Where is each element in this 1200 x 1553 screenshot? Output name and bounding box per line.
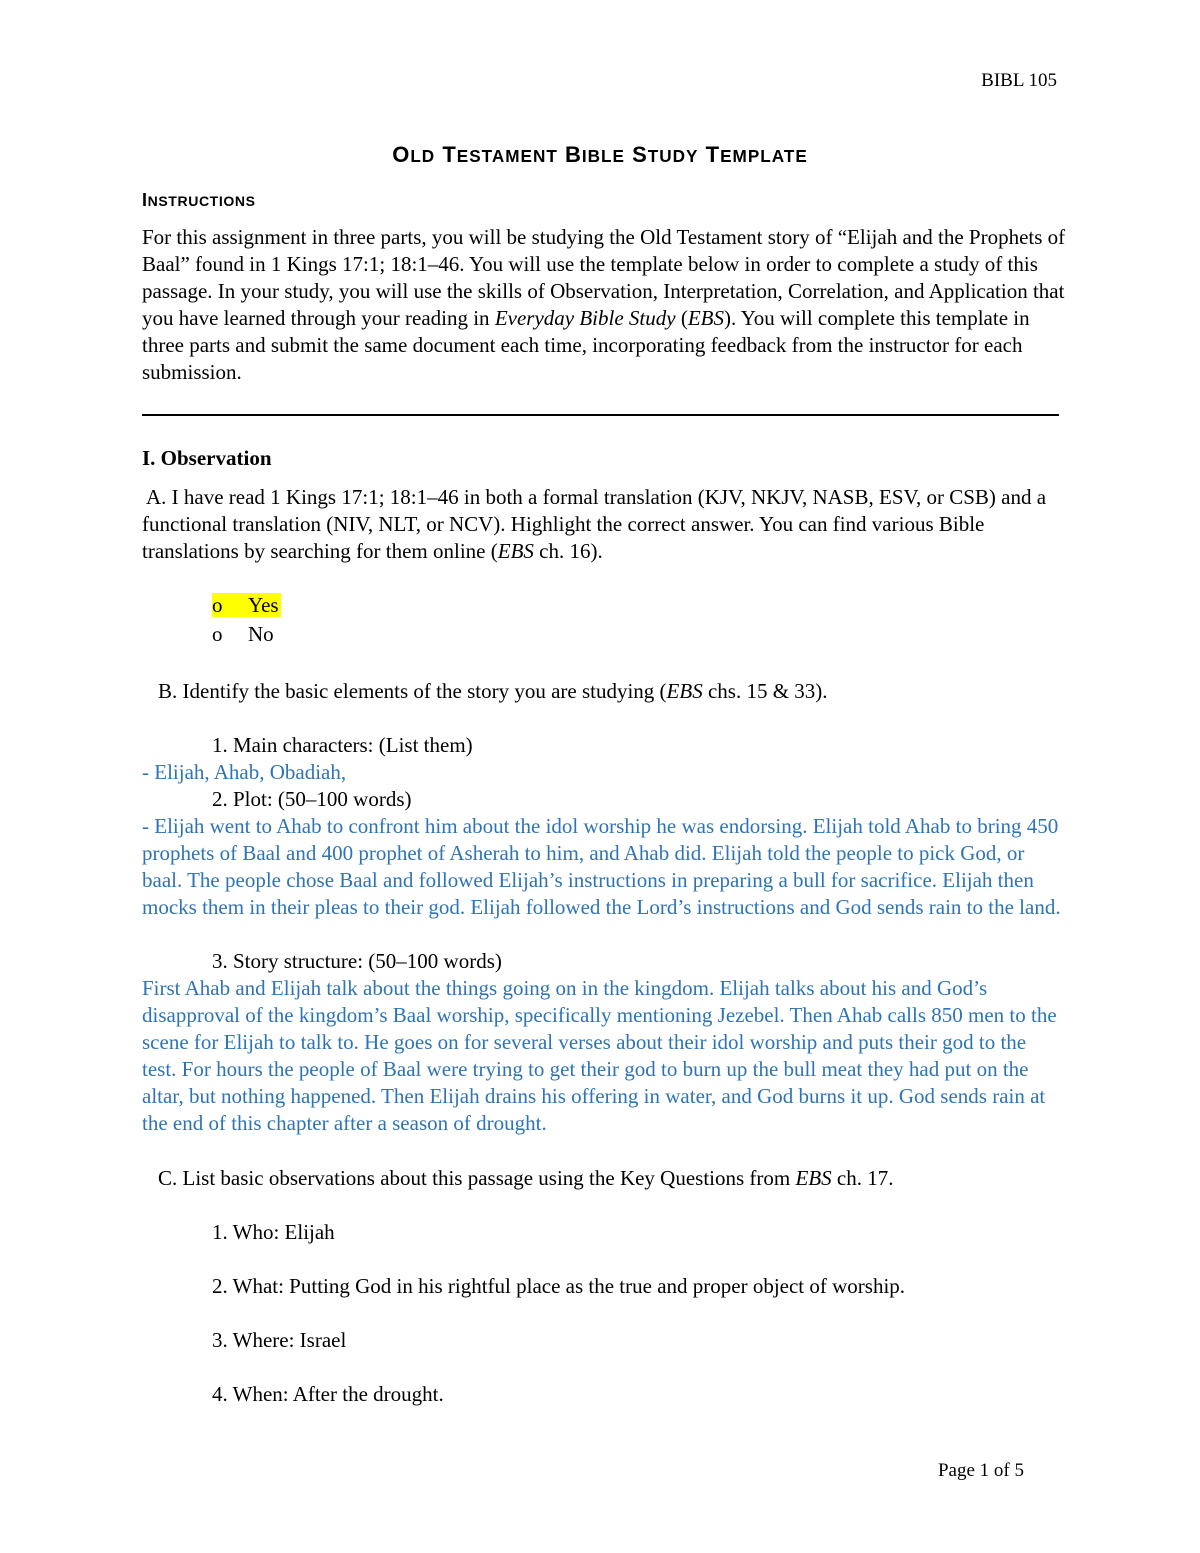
answer-b2: - Elijah went to Ahab to confront him about the idol worship he was endorsing. Elijah told Ahab to bring 450 prophets of Baal and 400 prophet of Asherah to him, and Ahab did. Elijah told the people to pick God, or baal. The people chose Baal and followed Elijah’s instructions in preparing a bull for sacrifice. Elijah then mocks them in their pleas to their god. Elijah followed the Lord’s instructions and God sends rain to the land. [142, 814, 1061, 919]
bullet-icon: o [212, 622, 223, 646]
observation-where: 3. Where: Israel [212, 1328, 347, 1352]
observation-heading: I. Observation [142, 446, 272, 470]
page-number: Page 1 of 5 [937, 1460, 1024, 1481]
question-b1: 1. Main characters: (List them) [212, 733, 473, 757]
instructions-heading: INSTRUCTIONS [142, 190, 256, 210]
question-b2: 2. Plot: (50–100 words) [212, 787, 412, 811]
answer-b3: First Ahab and Elijah talk about the things going on in the kingdom. Elijah talks about his and God’s disapproval of the kingdom’s Baal worship, specifically mentioning Jezebel. Then Ahab calls 850 men to the scene for Elijah to talk to. He goes on for several verses about their idol worship and puts their god to the test. For hours the people of Baal were trying to get their god to burn up the bull meat they had put on the altar, but nothing happened. Then Elijah drains his offering in water, and God burns it up. God sends rain at the end of this chapter after a season of drought. [142, 976, 1057, 1135]
question-b: B. Identify the basic elements of the story you are studying (EBS chs. 15 & 33). [158, 679, 828, 703]
observation-who: 1. Who: Elijah [212, 1220, 335, 1244]
observation-when: 4. When: After the drought. [212, 1382, 444, 1406]
page-title: OLD TESTAMENT BIBLE STUDY TEMPLATE [392, 142, 808, 167]
bullet-icon: o [212, 593, 223, 617]
course-code: BIBL 105 [981, 70, 1057, 91]
section-divider [142, 414, 1059, 416]
book-title: Everyday Bible Study [494, 306, 676, 330]
observation-what: 2. What: Putting God in his rightful place as the true and proper object of worship. [212, 1274, 906, 1298]
option-no[interactable]: o No [212, 622, 274, 646]
question-c: C. List basic observations about this passage using the Key Questions from EBS ch. 17. [158, 1166, 894, 1190]
option-yes[interactable]: o Yes [212, 593, 279, 617]
answer-b1: - Elijah, Ahab, Obadiah, [142, 760, 347, 784]
instructions-paragraph: For this assignment in three parts, you will be studying the Old Testament story of “Elijah and the Prophets of Baal” found in 1 Kings 17:1; 18:1–46. You will use the template below in order to complete a study of this passage. In your study, you will use the skills of Observation, Interpretation, Correlation, and Application that you have learned through your reading in Everyday Bible Study (EBS). You will complete this template in three parts and submit the same document each time, incorporating feedback from the instructor for each submission. [142, 225, 1066, 384]
question-b3: 3. Story structure: (50–100 words) [212, 949, 502, 973]
question-a: A. I have read 1 Kings 17:1; 18:1–46 in both a formal translation (KJV, NKJV, NASB, ESV, or CSB) and a functional translation (NIV, NLT, or NCV). Highlight the correct answer. You can find various Bible translations by searching for them online (EBS ch. 16). [142, 485, 1047, 563]
